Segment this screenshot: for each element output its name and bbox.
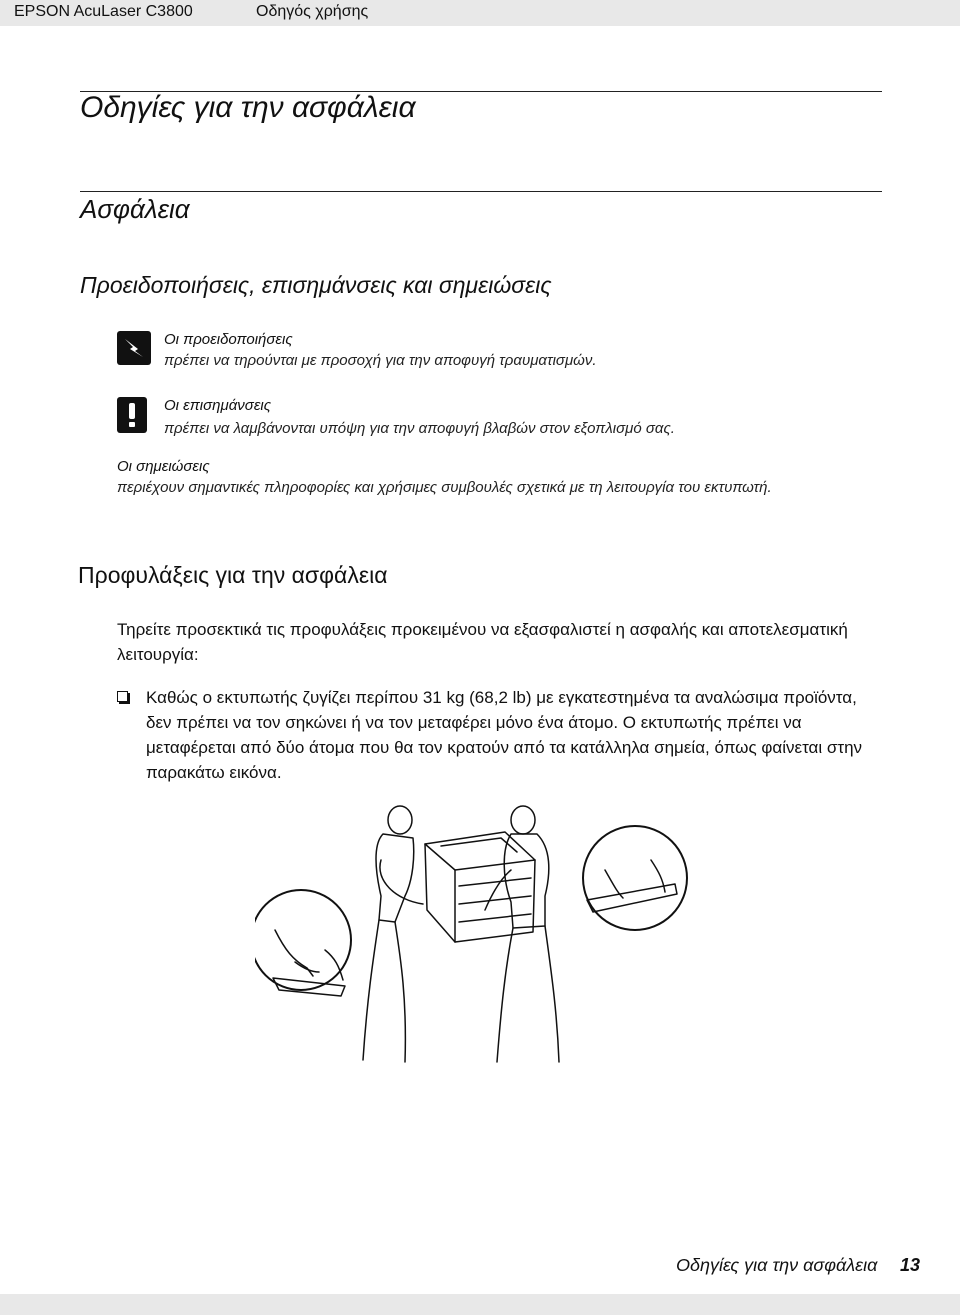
footer-page-number: 13	[900, 1255, 921, 1275]
warning-text: πρέπει να τηρούνται με προσοχή για την αποφυγή τραυματισμών.	[164, 352, 597, 369]
warning-lightning-icon	[117, 331, 151, 365]
footer-label: Οδηγίες για την ασφάλεια	[676, 1255, 878, 1275]
section-rule	[80, 191, 882, 192]
header-product: EPSON AcuLaser C3800	[14, 3, 193, 20]
precautions-title: Προφυλάξεις για την ασφάλεια	[78, 562, 388, 588]
precautions-intro: Τηρείτε προσεκτικά τις προφυλάξεις προκειμένου να εξασφαλιστεί η ασφαλής και αποτελεσματική λειτουργία:	[117, 620, 848, 664]
caution-text: πρέπει να λαμβάνονται υπόψη για την αποφυγή βλαβών στον εξοπλισμό σας.	[164, 420, 675, 437]
note-text: περιέχουν σημαντικές πληροφορίες και χρήσιμες συμβουλές σχετικά με τη λειτουργία του εκτυπωτή.	[117, 479, 772, 496]
printer-carry-illustration	[255, 800, 705, 1070]
warning-title: Οι προειδοποιήσεις	[164, 331, 293, 348]
chapter-title: Οδηγίες για την ασφάλεια	[80, 91, 416, 124]
caution-exclamation-icon	[117, 397, 147, 433]
subsection-title: Προειδοποιήσεις, επισημάνσεις και σημειώσεις	[80, 272, 552, 298]
caution-title: Οι επισημάνσεις	[164, 397, 272, 414]
page-footer	[0, 1294, 960, 1315]
precaution-item: Καθώς ο εκτυπωτής ζυγίζει περίπου 31 kg (68,2 lb) με εγκατεστημένα τα αναλώσιμα προϊόντα, δεν πρέπει να τον σηκώνει ή να τον μεταφέρει μόνο ένα άτομο. Ο εκτυπωτής πρέπει να μεταφέρεται από δύο άτομα που θα τον κρατούν από τα κατάλληλα σημεία, όπως φαίνεται στην παρακάτω εικόνα.	[146, 688, 863, 782]
bullet-checkbox	[117, 691, 128, 702]
note-title: Οι σημειώσεις	[117, 458, 210, 475]
header-guide: Οδηγός χρήσης	[256, 3, 369, 20]
section-title: Ασφάλεια	[80, 194, 190, 224]
